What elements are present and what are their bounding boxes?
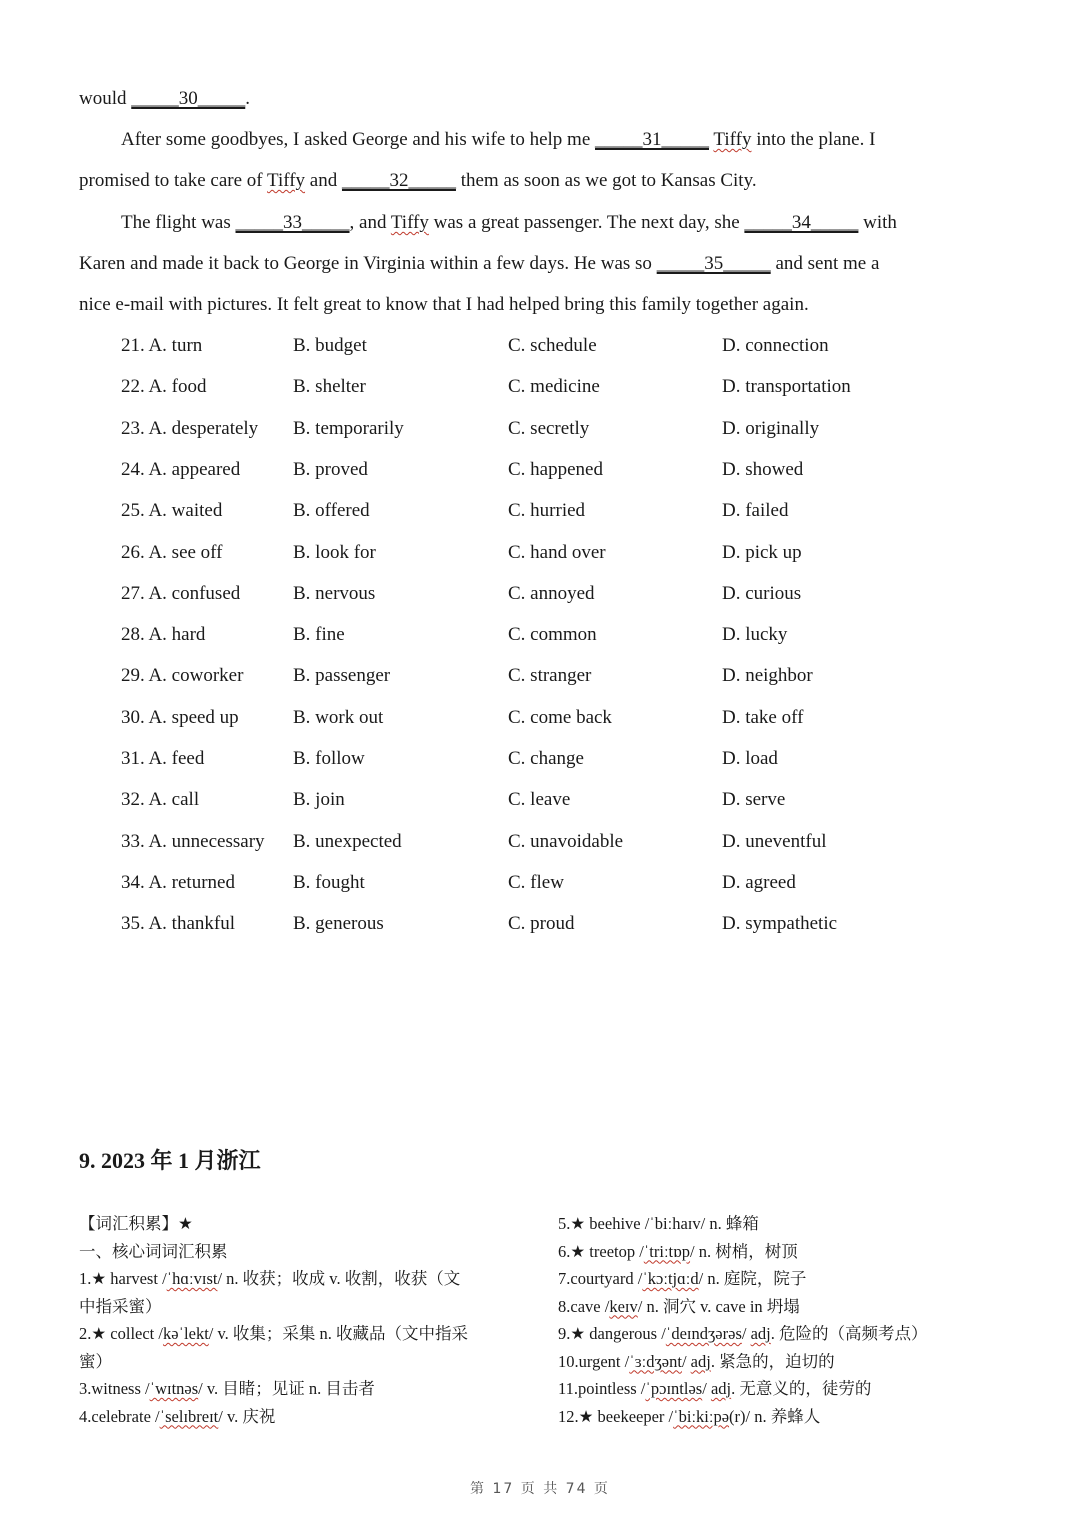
vocab-title: 【词汇积累】★ bbox=[79, 1214, 193, 1233]
question-option-a: 33. A. unnecessary bbox=[121, 830, 265, 852]
question-option-b: B. shelter bbox=[293, 376, 366, 398]
question-option-b: B. offered bbox=[293, 500, 370, 522]
question-option-b: B. proved bbox=[293, 458, 368, 480]
passage-line-5: Karen and made it back to George in Virginia within a few days. He was so _____35_____ and sent me a bbox=[79, 253, 880, 274]
question-option-a: 35. A. thankful bbox=[121, 913, 235, 935]
vocab-subtitle: 一、核心词词汇积累 bbox=[79, 1241, 228, 1261]
question-option-a: 24. A. appeared bbox=[121, 458, 241, 480]
question-option-b: B. look for bbox=[293, 541, 376, 563]
question-option-b: B. fine bbox=[293, 624, 345, 646]
question-option-c: C. flew bbox=[508, 871, 564, 893]
question-option-a: 22. A. food bbox=[121, 376, 207, 398]
question-option-c: C. common bbox=[508, 624, 597, 646]
question-option-d: D. connection bbox=[722, 335, 829, 356]
question-option-b: B. generous bbox=[293, 913, 384, 935]
vocab-item: 2.★ collect /kəˈlekt/ v. 收集；采集 n. 收藏品（文中指采 bbox=[79, 1324, 469, 1343]
passage-line-3: promised to take care of Tiffy and _____32_____ them as soon as we got to Kansas City. bbox=[79, 170, 757, 191]
question-option-b: B. temporarily bbox=[293, 417, 404, 439]
question-option-b: B. join bbox=[293, 789, 345, 811]
question-option-a: 27. A. confused bbox=[121, 582, 241, 604]
question-option-a: 29. A. coworker bbox=[121, 665, 244, 687]
question-option-b: B. nervous bbox=[293, 582, 376, 604]
question-option-a: 21. A. turn bbox=[121, 335, 203, 356]
blank-35: _____35_____ bbox=[656, 253, 771, 274]
question-option-c: C. happened bbox=[508, 458, 603, 480]
question-option-d: D. pick up bbox=[722, 541, 802, 563]
vocab-item: 12.★ beekeeper /ˈbiːkiːpə(r)/ n. 养蜂人 bbox=[558, 1406, 821, 1426]
question-option-d: D. sympathetic bbox=[722, 913, 838, 935]
question-option-d: D. neighbor bbox=[722, 665, 813, 687]
question-option-b: B. budget bbox=[293, 335, 367, 356]
blank-30: _____30_____ bbox=[131, 88, 246, 109]
section-heading: 9. 2023 年 1 月浙江 bbox=[79, 1148, 261, 1173]
question-option-c: C. hurried bbox=[508, 500, 586, 522]
vocab-item: 4.celebrate /ˈselɪbreɪt/ v. 庆祝 bbox=[79, 1406, 276, 1426]
blank-34: _____34_____ bbox=[744, 212, 859, 233]
vocab-item: 10.urgent /ˈɜːdʒənt/ adj. 紧急的，迫切的 bbox=[558, 1351, 835, 1371]
question-option-d: D. originally bbox=[722, 417, 820, 439]
question-option-c: C. change bbox=[508, 748, 584, 769]
question-option-a: 26. A. see off bbox=[121, 541, 223, 563]
question-option-a: 28. A. hard bbox=[121, 624, 206, 646]
question-option-c: C. schedule bbox=[508, 335, 597, 356]
question-option-a: 30. A. speed up bbox=[121, 706, 239, 728]
question-option-a: 25. A. waited bbox=[121, 500, 223, 522]
question-option-a: 34. A. returned bbox=[121, 871, 235, 893]
vocab-item: 7.courtyard /ˈkɔːtjɑːd/ n. 庭院，院子 bbox=[558, 1269, 807, 1288]
vocab-item: 9.★ dangerous /ˈdeɪndʒərəs/ adj. 危险的（高频考点） bbox=[558, 1324, 928, 1343]
vocab-item: 1.★ harvest /ˈhɑːvɪst/ n. 收获；收成 v. 收割，收获（文 bbox=[79, 1269, 461, 1288]
question-option-c: C. come back bbox=[508, 706, 612, 728]
question-option-b: B. follow bbox=[293, 748, 365, 769]
passage-line-4: The flight was _____33_____, and Tiffy was a great passenger. The next day, she _____34_____ with bbox=[121, 212, 897, 233]
question-option-c: C. annoyed bbox=[508, 582, 595, 604]
vocab-item: 3.witness /ˈwɪtnəs/ v. 目睹；见证 n. 目击者 bbox=[79, 1379, 375, 1398]
question-option-d: D. showed bbox=[722, 458, 804, 480]
question-option-b: B. work out bbox=[293, 706, 384, 728]
vocab-left-column bbox=[79, 1210, 468, 1430]
blank-31: _____31_____ bbox=[595, 129, 709, 150]
passage-line-2: After some goodbyes, I asked George and his wife to help me _____31_____ Tiffy into the plane. I bbox=[121, 129, 876, 150]
vocab-item: 11.pointless /ˈpɔɪntləs/ adj. 无意义的，徒劳的 bbox=[558, 1379, 872, 1398]
question-option-a: 31. A. feed bbox=[121, 748, 205, 769]
question-option-d: D. agreed bbox=[722, 871, 796, 893]
question-option-c: C. stranger bbox=[508, 665, 592, 687]
question-option-d: D. transportation bbox=[722, 376, 851, 398]
question-option-a: 23. A. desperately bbox=[121, 417, 259, 439]
question-option-d: D. serve bbox=[722, 789, 786, 811]
passage-line-6: nice e-mail with pictures. It felt great to know that I had helped bring this family together again. bbox=[79, 294, 809, 315]
vocab-item: 6.★ treetop /ˈtriːtɒp/ n. 树梢，树顶 bbox=[558, 1241, 798, 1261]
question-option-d: D. load bbox=[722, 748, 778, 769]
question-option-d: D. take off bbox=[722, 706, 804, 728]
blank-33: _____33_____ bbox=[235, 212, 350, 233]
question-option-c: C. hand over bbox=[508, 541, 606, 563]
vocab-item: 8.cave /keɪv/ n. 洞穴 v. cave in 坍塌 bbox=[558, 1296, 800, 1316]
blank-32: _____32_____ bbox=[341, 170, 456, 191]
vocab-item-cont: 蜜） bbox=[79, 1351, 112, 1371]
question-option-c: C. medicine bbox=[508, 376, 600, 398]
question-option-c: C. leave bbox=[508, 789, 571, 811]
page-footer: 第 17 页 共 74 页 bbox=[470, 1481, 610, 1497]
vocab-right-column bbox=[558, 1210, 928, 1430]
question-option-c: C. secretly bbox=[508, 417, 590, 439]
question-option-c: C. unavoidable bbox=[508, 830, 624, 852]
question-option-a: 32. A. call bbox=[121, 789, 200, 811]
question-option-b: B. unexpected bbox=[293, 830, 402, 852]
vocab-item: 5.★ beehive /ˈbiːhaɪv/ n. 蜂箱 bbox=[558, 1214, 759, 1233]
question-option-b: B. passenger bbox=[293, 665, 391, 687]
question-option-d: D. lucky bbox=[722, 624, 788, 646]
question-option-d: D. curious bbox=[722, 582, 802, 604]
question-option-d: D. failed bbox=[722, 500, 789, 522]
passage-line-1: would _____30_____. bbox=[79, 88, 250, 109]
question-option-d: D. uneventful bbox=[722, 830, 827, 852]
question-option-b: B. fought bbox=[293, 871, 365, 893]
question-option-c: C. proud bbox=[508, 913, 575, 935]
vocab-item-cont: 中指采蜜） bbox=[79, 1296, 162, 1316]
